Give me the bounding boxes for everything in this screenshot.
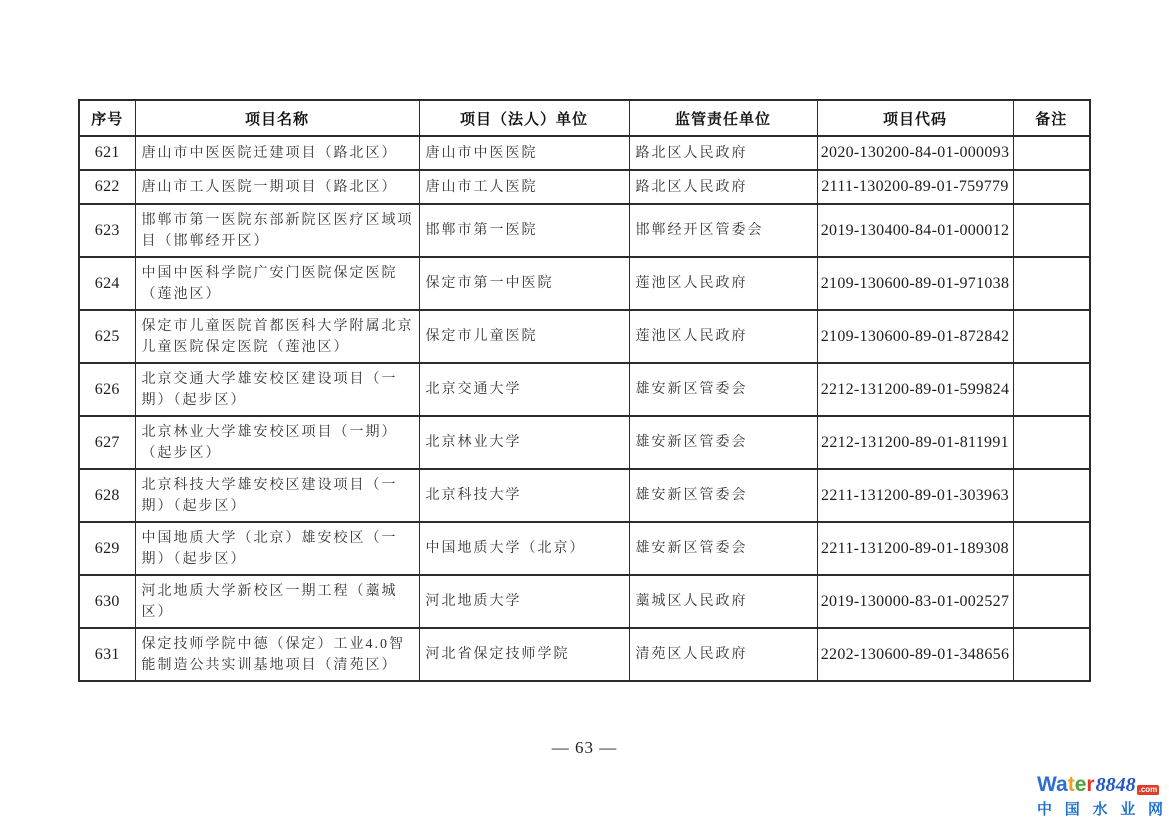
- table-row: [79, 310, 1090, 363]
- table-row: [79, 257, 1090, 310]
- table-row: [79, 204, 1090, 257]
- cell-remark: [1013, 416, 1090, 469]
- cell-supervising-unit: 路北区人民政府: [629, 170, 817, 204]
- cell-project-code: 2111-130200-89-01-759779: [817, 170, 1013, 204]
- logo-subtitle-char: 国: [1064, 801, 1080, 818]
- cell-legal-unit: 北京交通大学: [419, 363, 629, 416]
- cell-remark: [1013, 363, 1090, 416]
- logo-letter: W: [1037, 773, 1057, 796]
- header-project-code: 项目代码: [817, 100, 1013, 136]
- cell-project-code: 2019-130400-84-01-000012: [817, 204, 1013, 257]
- logo-brand-line: [1037, 773, 1163, 797]
- header-remarks: 备注: [1013, 100, 1090, 136]
- table-row: [79, 363, 1090, 416]
- cell-legal-unit: 唐山市工人医院: [419, 170, 629, 204]
- table-row: [79, 136, 1090, 170]
- cell-supervising-unit: 雄安新区管委会: [629, 522, 817, 575]
- cell-serial-number: 625: [79, 310, 135, 363]
- cell-legal-unit: 保定市儿童医院: [419, 310, 629, 363]
- logo-letter: a: [1056, 773, 1068, 796]
- logo-subtitle-char: 网: [1147, 801, 1163, 818]
- cell-project-code: 2020-130200-84-01-000093: [817, 136, 1013, 170]
- cell-remark: [1013, 522, 1090, 575]
- cell-project-code: 2212-131200-89-01-811991: [817, 416, 1013, 469]
- table-row: [79, 575, 1090, 628]
- cell-legal-unit: 中国地质大学（北京）: [419, 522, 629, 575]
- water8848-logo: [1037, 773, 1163, 819]
- logo-subtitle-char: 中: [1037, 801, 1053, 818]
- cell-project-name: 河北地质大学新校区一期工程（藁城区）: [135, 575, 419, 628]
- cell-project-code: 2109-130600-89-01-971038: [817, 257, 1013, 310]
- table-header-row: [79, 100, 1090, 136]
- table-row: [79, 416, 1090, 469]
- cell-serial-number: 631: [79, 628, 135, 681]
- cell-remark: [1013, 204, 1090, 257]
- logo-subtitle-char: 水: [1092, 801, 1108, 818]
- cell-legal-unit: 保定市第一中医院: [419, 257, 629, 310]
- cell-project-name: 北京林业大学雄安校区项目（一期）（起步区）: [135, 416, 419, 469]
- cell-serial-number: 630: [79, 575, 135, 628]
- cell-supervising-unit: 清苑区人民政府: [629, 628, 817, 681]
- logo-letter: t: [1067, 773, 1075, 796]
- cell-legal-unit: 河北省保定技师学院: [419, 628, 629, 681]
- cell-supervising-unit: 雄安新区管委会: [629, 469, 817, 522]
- cell-legal-unit: 北京林业大学: [419, 416, 629, 469]
- cell-supervising-unit: 雄安新区管委会: [629, 363, 817, 416]
- cell-serial-number: 628: [79, 469, 135, 522]
- cell-project-code: 2109-130600-89-01-872842: [817, 310, 1013, 363]
- cell-legal-unit: 唐山市中医医院: [419, 136, 629, 170]
- cell-remark: [1013, 170, 1090, 204]
- cell-project-code: 2202-130600-89-01-348656: [817, 628, 1013, 681]
- cell-serial-number: 623: [79, 204, 135, 257]
- cell-serial-number: 629: [79, 522, 135, 575]
- table-row: [79, 170, 1090, 204]
- table-body: [79, 136, 1090, 681]
- table-row: [79, 469, 1090, 522]
- cell-remark: [1013, 628, 1090, 681]
- header-project-name: 项目名称: [135, 100, 419, 136]
- cell-project-name: 保定市儿童医院首都医科大学附属北京儿童医院保定医院（莲池区）: [135, 310, 419, 363]
- cell-project-code: 2019-130000-83-01-002527: [817, 575, 1013, 628]
- cell-serial-number: 622: [79, 170, 135, 204]
- cell-project-name: 中国地质大学（北京）雄安校区（一期）（起步区）: [135, 522, 419, 575]
- cell-project-name: 北京交通大学雄安校区建设项目（一期）（起步区）: [135, 363, 419, 416]
- table-row: [79, 522, 1090, 575]
- cell-serial-number: 626: [79, 363, 135, 416]
- cell-project-name: 唐山市工人医院一期项目（路北区）: [135, 170, 419, 204]
- logo-letter: e: [1074, 773, 1087, 796]
- cell-supervising-unit: 邯郸经开区管委会: [629, 204, 817, 257]
- cell-remark: [1013, 310, 1090, 363]
- logo-letter: r: [1086, 773, 1095, 796]
- project-table: [78, 99, 1091, 682]
- cell-project-name: 唐山市中医医院迁建项目（路北区）: [135, 136, 419, 170]
- cell-project-name: 中国中医科学院广安门医院保定医院（莲池区）: [135, 257, 419, 310]
- page-number: — 63 —: [551, 738, 618, 757]
- table-row: [79, 628, 1090, 681]
- cell-supervising-unit: 莲池区人民政府: [629, 310, 817, 363]
- cell-serial-number: 624: [79, 257, 135, 310]
- cell-supervising-unit: 路北区人民政府: [629, 136, 817, 170]
- cell-project-name: 北京科技大学雄安校区建设项目（一期）（起步区）: [135, 469, 419, 522]
- logo-subtitle: [1037, 798, 1163, 819]
- cell-supervising-unit: 雄安新区管委会: [629, 416, 817, 469]
- cell-legal-unit: 邯郸市第一医院: [419, 204, 629, 257]
- cell-project-name: 邯郸市第一医院东部新院区医疗区域项目（邯郸经开区）: [135, 204, 419, 257]
- logo-8848-text: 8848: [1095, 774, 1136, 796]
- header-legal-unit: 项目（法人）单位: [419, 100, 629, 136]
- cell-supervising-unit: 藁城区人民政府: [629, 575, 817, 628]
- logo-subtitle-char: 业: [1120, 801, 1136, 818]
- cell-legal-unit: 北京科技大学: [419, 469, 629, 522]
- cell-legal-unit: 河北地质大学: [419, 575, 629, 628]
- cell-remark: [1013, 257, 1090, 310]
- cell-project-code: 2212-131200-89-01-599824: [817, 363, 1013, 416]
- logo-dotcom-badge: .com: [1138, 785, 1158, 794]
- cell-project-name: 保定技师学院中德（保定）工业4.0智能制造公共实训基地项目（清苑区）: [135, 628, 419, 681]
- logo-water-text: [1037, 773, 1095, 797]
- cell-remark: [1013, 575, 1090, 628]
- cell-supervising-unit: 莲池区人民政府: [629, 257, 817, 310]
- cell-serial-number: 621: [79, 136, 135, 170]
- cell-project-code: 2211-131200-89-01-303963: [817, 469, 1013, 522]
- cell-project-code: 2211-131200-89-01-189308: [817, 522, 1013, 575]
- header-serial-number: 序号: [79, 100, 135, 136]
- cell-remark: [1013, 469, 1090, 522]
- header-supervising-unit: 监管责任单位: [629, 100, 817, 136]
- cell-remark: [1013, 136, 1090, 170]
- cell-serial-number: 627: [79, 416, 135, 469]
